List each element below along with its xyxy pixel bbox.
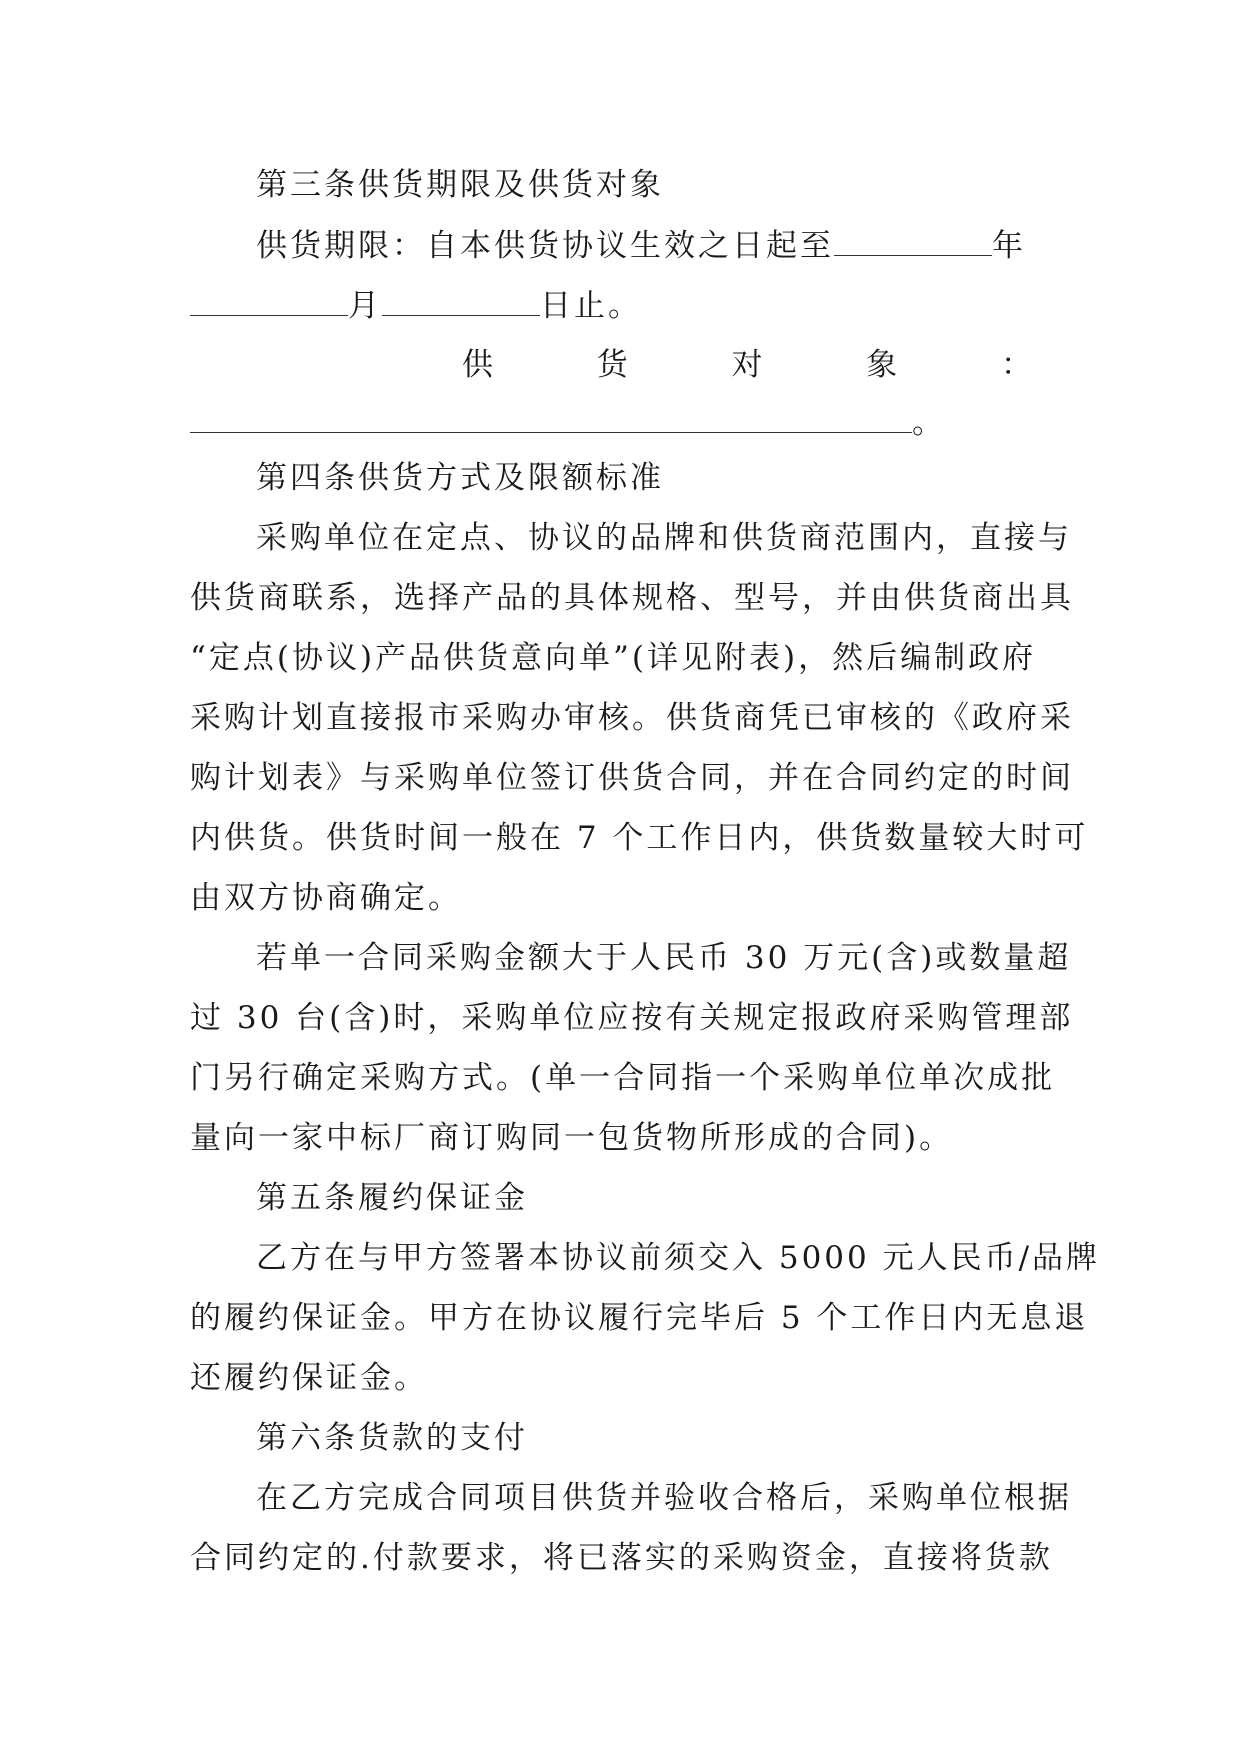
paragraph-line: 供货商联系，选择产品的具体规格、型号，并由供货商出具 xyxy=(190,580,1074,616)
article-3-title: 第三条供货期限及供货对象 xyxy=(256,167,664,203)
year-label: 年 xyxy=(992,228,1026,264)
supply-target-blank xyxy=(190,402,912,433)
supply-target-char: ： xyxy=(1001,347,1032,383)
supply-target-char: 货 xyxy=(596,347,628,383)
year-blank xyxy=(834,225,992,256)
supply-target-char: 供 xyxy=(462,347,493,383)
paragraph-line: 量向一家中标厂商订购同一包货物所形成的合同)。 xyxy=(190,1120,954,1156)
supply-period-line-1 xyxy=(256,225,1040,266)
paragraph-line: 采购计划直接报市采购办审核。供货商凭已审核的《政府采 xyxy=(190,700,1074,736)
article-5-title: 第五条履约保证金 xyxy=(256,1180,528,1216)
paragraph-line: 还履约保证金。 xyxy=(190,1360,428,1396)
supply-target-char: 象 xyxy=(866,347,898,383)
paragraph-line: 门另行确定采购方式。(单一合同指一个采购单位单次成批 xyxy=(190,1060,1056,1096)
month-label: 月 xyxy=(348,288,382,324)
paragraph-line: 合同约定的.付款要求，将已落实的采购资金，直接将货款 xyxy=(190,1540,1053,1576)
paragraph-line: 的履约保证金。甲方在协议履行完毕后 5 个工作日内无息退 xyxy=(190,1300,1089,1336)
paragraph-line: “定点(协议)产品供货意向单”(详见附表)，然后编制政府 xyxy=(190,640,1037,676)
day-end-label: 日止。 xyxy=(540,288,642,324)
supply-target-label xyxy=(462,345,1032,385)
supply-target-end: 。 xyxy=(912,405,946,441)
supply-target-char: 对 xyxy=(731,347,763,383)
paragraph-line: 内供货。供货时间一般在 7 个工作日内，供货数量较大时可 xyxy=(190,820,1089,856)
month-blank xyxy=(382,285,540,316)
paragraph-line: 在乙方完成合同项目供货并验收合格后，采购单位根据 xyxy=(256,1480,1072,1516)
supply-period-line-2 xyxy=(190,285,1040,326)
year-value-blank xyxy=(190,285,348,316)
paragraph-line: 乙方在与甲方签署本协议前须交入 5000 元人民币/品牌 xyxy=(256,1240,1101,1276)
article-4-title: 第四条供货方式及限额标准 xyxy=(256,460,664,496)
paragraph-line: 采购单位在定点、协议的品牌和供货商范围内，直接与 xyxy=(256,520,1072,556)
supply-target-line xyxy=(190,402,1040,443)
paragraph-line: 由双方协商确定。 xyxy=(190,880,462,916)
paragraph-line: 购计划表》与采购单位签订供货合同，并在合同约定的时间 xyxy=(190,760,1074,796)
article-6-title: 第六条货款的支付 xyxy=(256,1420,528,1456)
paragraph-line: 若单一合同采购金额大于人民币 30 万元(含)或数量超 xyxy=(256,940,1072,976)
supply-period-label: 供货期限：自本供货协议生效之日起至 xyxy=(256,228,834,264)
paragraph-line: 过 30 台(含)时，采购单位应按有关规定报政府采购管理部 xyxy=(190,1000,1074,1036)
